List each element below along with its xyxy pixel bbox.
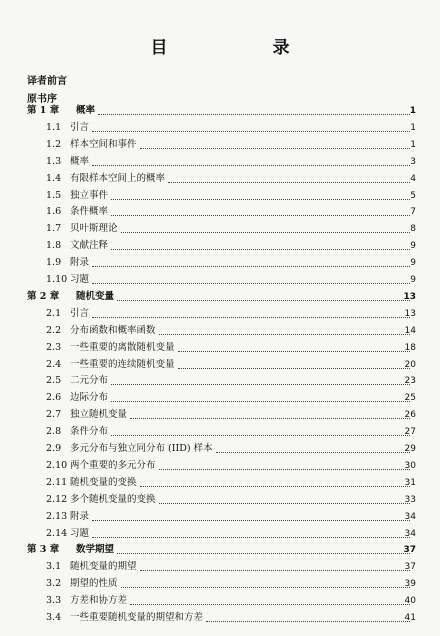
toc-section-row[interactable] [0, 341, 440, 355]
dot-leader [178, 368, 410, 369]
toc-entry-title: 两个重要的多元分布 [70, 459, 156, 471]
toc-entry-number: 3.4 [46, 612, 62, 623]
toc-entry-title: 二元分布 [70, 375, 109, 387]
toc-entry-title: 分布函数和概率函数 [70, 324, 156, 336]
dot-leader [92, 520, 410, 521]
toc-entry-number: 3.1 [46, 561, 62, 573]
toc-page-number: 3 [410, 156, 416, 167]
toc-entry-number: 2.14 [46, 527, 68, 539]
toc-entry-title: 引言 [70, 121, 90, 133]
toc-entry-title: 边际分布 [70, 392, 109, 404]
front-matter-original-preface[interactable]: 原书序 [27, 94, 57, 105]
toc-section-row[interactable] [0, 476, 440, 490]
dot-leader [206, 621, 410, 622]
toc-entry-title: 独立随机变量 [70, 409, 128, 421]
dot-leader [159, 503, 410, 504]
toc-section-row[interactable] [0, 611, 440, 625]
toc-section-row[interactable] [0, 408, 440, 422]
dot-leader [117, 553, 410, 554]
toc-page-number: 1 [410, 122, 416, 133]
dot-leader [178, 351, 410, 352]
toc-entry-number: 1.8 [46, 240, 62, 252]
toc-entry-title: 期望的性质 [70, 578, 118, 590]
toc-section-row[interactable] [0, 577, 440, 591]
toc-entry-number: 1.9 [46, 257, 62, 269]
toc-page-number: 30 [404, 460, 416, 471]
toc-section-row[interactable] [0, 358, 440, 372]
toc-section-row[interactable] [0, 172, 440, 186]
toc-page-number: 37 [404, 562, 416, 573]
toc-page-number: 23 [404, 376, 416, 387]
toc-page-number: 14 [404, 325, 416, 336]
toc-entry-number: 2.3 [46, 341, 62, 353]
dot-leader [92, 283, 410, 284]
toc-entry-title: 条件分布 [70, 426, 109, 438]
toc-entry-title: 方差和协方差 [70, 595, 128, 607]
toc-section-row[interactable] [0, 256, 440, 270]
toc-entry-number: 1.10 [46, 274, 68, 285]
dot-leader [140, 570, 410, 571]
front-matter-translator-preface[interactable]: 译者前言 [27, 76, 67, 87]
toc-section-row[interactable] [0, 374, 440, 388]
toc-section-row[interactable] [0, 594, 440, 608]
dot-leader [140, 148, 410, 149]
toc-page-number: 13 [404, 308, 416, 319]
dot-leader [92, 537, 410, 538]
toc-page-number: 31 [404, 477, 416, 488]
toc-entry-number: 第 2 章 [27, 290, 60, 302]
toc-entry-title: 数学期望 [76, 544, 115, 556]
toc-page-number: 9 [410, 258, 416, 269]
toc-page-number: 4 [410, 173, 416, 184]
toc-entry-number: 1.5 [46, 189, 62, 201]
toc-entry-number: 1.6 [46, 206, 62, 218]
toc-entry-number: 2.11 [46, 476, 68, 488]
toc-page-number: 27 [404, 427, 416, 438]
dot-leader [98, 114, 410, 115]
dot-leader [121, 232, 410, 233]
toc-section-row[interactable] [0, 222, 440, 236]
toc-entry-number: 2.8 [46, 426, 62, 438]
toc-entry-title: 样本空间和事件 [70, 138, 137, 150]
toc-entry-number: 第 3 章 [27, 544, 60, 556]
toc-section-row[interactable] [0, 560, 440, 574]
toc-entry-number: 2.5 [46, 375, 62, 387]
toc-page-number: 1 [410, 139, 416, 150]
toc-entry-title: 概率 [70, 155, 90, 167]
toc-entry-title: 习题 [70, 527, 90, 539]
toc-page-number: 5 [410, 190, 416, 201]
toc-page-number: 41 [404, 613, 416, 623]
dot-leader [92, 165, 410, 166]
toc-page-number: 13 [403, 291, 416, 302]
dot-leader [92, 317, 410, 318]
toc-section-row[interactable] [0, 155, 440, 169]
toc-page-number: 1 [409, 106, 416, 116]
dot-leader [159, 469, 410, 470]
toc-entry-number: 1.2 [46, 138, 62, 150]
toc-page-number: 34 [404, 528, 416, 539]
toc-entry-number: 2.2 [46, 324, 62, 336]
toc-entry-title: 多个随机变量的变换 [70, 493, 156, 505]
toc-entry-number: 3.3 [46, 595, 62, 607]
toc-section-row[interactable] [0, 189, 440, 203]
toc-chapter-row[interactable] [0, 543, 440, 557]
dot-leader [111, 401, 410, 402]
toc-entry-number: 2.4 [46, 358, 62, 370]
toc-section-row[interactable] [0, 239, 440, 253]
toc-page-number: 37 [403, 545, 416, 556]
dot-leader [117, 300, 410, 301]
toc-page-number: 18 [404, 342, 416, 353]
dot-leader [121, 587, 410, 588]
toc-entry-title: 独立事件 [70, 189, 109, 201]
dot-leader [111, 199, 410, 200]
toc-entry-title: 随机变量 [76, 290, 115, 302]
toc-section-row[interactable] [0, 273, 440, 287]
toc-entry-number: 1.4 [46, 172, 62, 184]
toc-page-number: 29 [404, 444, 416, 454]
toc-entry-number: 3.2 [46, 578, 62, 590]
dot-leader [111, 215, 410, 216]
page-title: 目 录 [150, 38, 334, 58]
toc-entry-number: 1.3 [46, 155, 62, 167]
toc-entry-number: 2.10 [46, 459, 68, 471]
toc-section-row[interactable] [0, 205, 440, 219]
toc-entry-title: 文献注释 [70, 240, 109, 252]
toc-entry-title: 引言 [70, 307, 90, 319]
dot-leader [130, 418, 410, 419]
toc-entry-title: 习题 [70, 274, 90, 285]
toc-entry-title: 随机变量的期望 [70, 561, 137, 573]
dot-leader [111, 435, 410, 436]
toc-section-row[interactable] [0, 442, 440, 456]
toc-entry-title: 条件概率 [70, 206, 109, 218]
toc-entry-title: 一些重要的连续随机变量 [70, 358, 175, 370]
toc-entry-number: 第 1 章 [27, 105, 60, 116]
toc-page-number: 34 [404, 511, 416, 522]
toc-entry-title: 贝叶斯理论 [70, 223, 118, 235]
toc-section-row[interactable] [0, 324, 440, 338]
toc-entry-number: 2.6 [46, 392, 62, 404]
toc-entry-title: 随机变量的变换 [70, 476, 137, 488]
toc-page-number: 20 [404, 359, 416, 370]
dot-leader [216, 452, 410, 453]
dot-leader [92, 131, 410, 132]
toc-entry-title: 多元分布与独立同分布 (IID) 样本 [70, 443, 213, 454]
dot-leader [168, 182, 410, 183]
dot-leader [111, 384, 410, 385]
toc-section-row[interactable] [0, 527, 440, 541]
toc-section-row[interactable] [0, 510, 440, 524]
toc-page-number: 33 [404, 494, 416, 505]
toc-entry-number: 2.9 [46, 443, 62, 454]
toc-entry-title: 概率 [76, 105, 96, 116]
toc-entry-number: 2.7 [46, 409, 62, 421]
toc-page-number: 39 [404, 579, 416, 590]
toc-page-number: 8 [410, 224, 416, 235]
toc-entry-number: 2.13 [46, 510, 68, 522]
toc-section-row[interactable] [0, 493, 440, 507]
toc-entry-title: 一些重要随机变量的期望和方差 [70, 612, 204, 623]
toc-entry-number: 2.12 [46, 493, 68, 505]
toc-page-number: 40 [404, 596, 416, 607]
toc-page-number: 9 [410, 275, 416, 285]
toc-page-number: 25 [404, 393, 416, 404]
dot-leader [140, 486, 410, 487]
toc-page-number: 9 [410, 241, 416, 252]
dot-leader [130, 604, 410, 605]
toc-chapter-row[interactable] [0, 290, 440, 304]
dot-leader [111, 249, 410, 250]
toc-entry-number: 1.7 [46, 223, 62, 235]
toc-entry-number: 2.1 [46, 307, 62, 319]
toc-entry-title: 附录 [70, 257, 90, 269]
toc-section-row[interactable] [0, 425, 440, 439]
dot-leader [159, 334, 410, 335]
toc-entry-title: 有限样本空间上的概率 [70, 172, 166, 184]
toc-chapter-row[interactable] [0, 104, 440, 118]
toc-section-row[interactable] [0, 307, 440, 321]
toc-entry-number: 1.1 [46, 121, 62, 133]
toc-page-number: 26 [404, 410, 416, 421]
toc-entry-title: 一些重要的离散随机变量 [70, 341, 175, 353]
dot-leader [92, 266, 410, 267]
toc-entry-title: 附录 [70, 510, 90, 522]
toc-section-row[interactable] [0, 459, 440, 473]
toc-section-row[interactable] [0, 138, 440, 152]
toc-section-row[interactable] [0, 121, 440, 135]
toc-page-number: 7 [410, 207, 416, 218]
toc-section-row[interactable] [0, 391, 440, 405]
